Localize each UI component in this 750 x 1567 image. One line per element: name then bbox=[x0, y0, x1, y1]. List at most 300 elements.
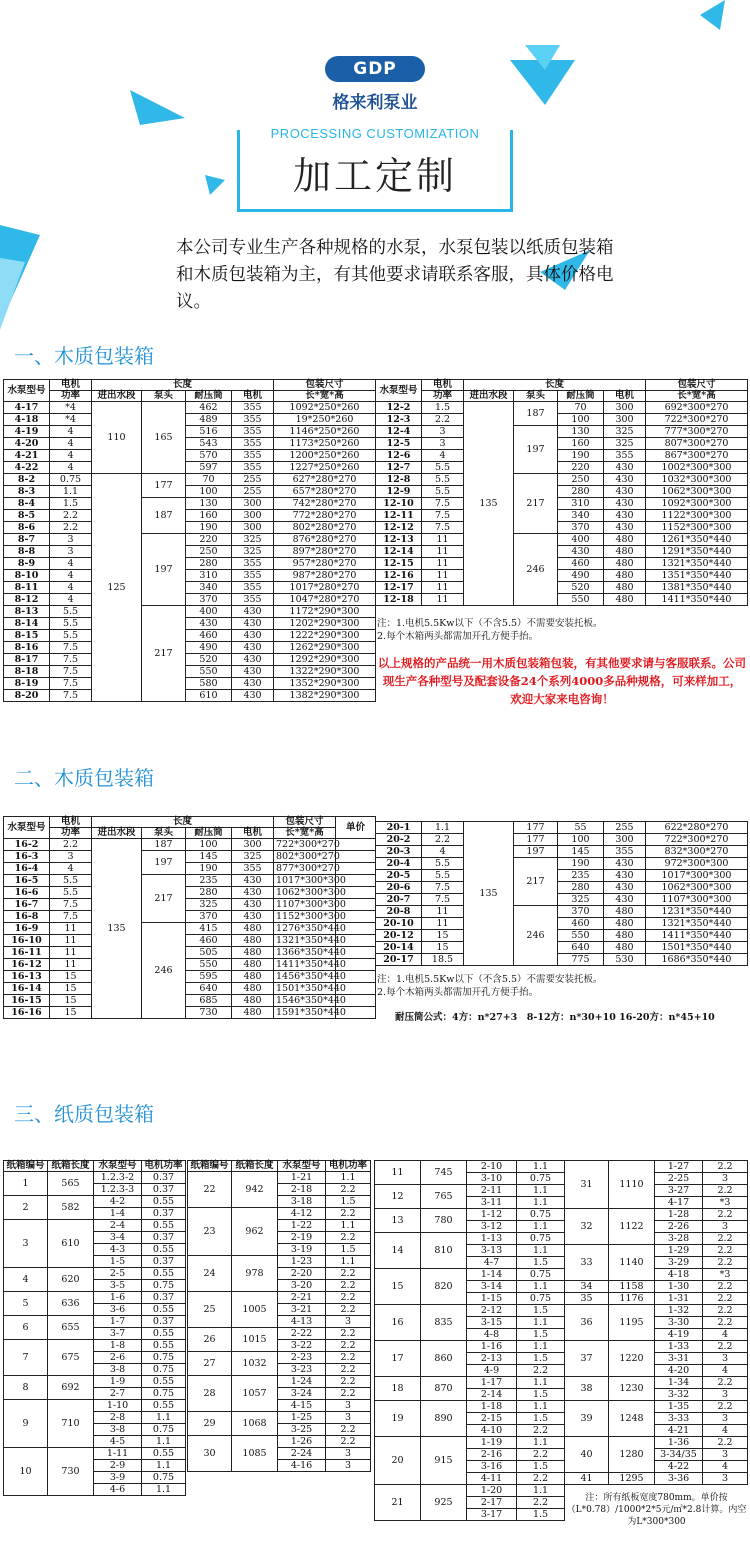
table-cell: 1-15 bbox=[467, 1293, 517, 1305]
triangle-decor bbox=[130, 90, 185, 125]
table-cell: 135 bbox=[464, 402, 514, 606]
table-cell: 18 bbox=[375, 1377, 421, 1401]
table-cell: 4-17 bbox=[4, 402, 50, 414]
table-cell: 37 bbox=[565, 1341, 609, 1377]
table-cell: 3 bbox=[326, 1412, 371, 1424]
table-cell: 3-19 bbox=[278, 1244, 326, 1256]
table-cell: 870 bbox=[421, 1377, 467, 1401]
table-cell: 1122*300*300 bbox=[646, 510, 748, 522]
table-cell: 480 bbox=[604, 558, 646, 570]
table-cell: 1173*250*260 bbox=[274, 438, 376, 450]
table-cell: 490 bbox=[558, 570, 604, 582]
table-cell: 20-14 bbox=[376, 942, 422, 954]
table-cell: 610 bbox=[48, 1220, 94, 1268]
table-cell: 20-8 bbox=[376, 906, 422, 918]
table-cell: 1.1 bbox=[517, 1161, 565, 1173]
table-cell: 39 bbox=[565, 1401, 609, 1437]
table-row bbox=[4, 1400, 186, 1412]
table-cell: 777*300*270 bbox=[646, 426, 748, 438]
table-cell: 36 bbox=[565, 1305, 609, 1341]
table-row bbox=[4, 678, 376, 690]
table-cell: 197 bbox=[142, 534, 186, 606]
table-row bbox=[4, 983, 376, 995]
table-cell: 430 bbox=[604, 858, 646, 870]
col-header: 包装尺寸 bbox=[274, 817, 336, 828]
table-cell: 430 bbox=[232, 618, 274, 630]
table-cell: 0.37 bbox=[142, 1184, 186, 1196]
table-row bbox=[376, 894, 748, 906]
table-cell: 860 bbox=[421, 1341, 467, 1377]
table-cell: 8-9 bbox=[4, 558, 50, 570]
table-cell: 1.1 bbox=[517, 1437, 565, 1449]
table-cell: 4-18 bbox=[4, 414, 50, 426]
table-row bbox=[376, 858, 748, 870]
table-row bbox=[188, 1376, 371, 1388]
table-cell: 14 bbox=[375, 1233, 421, 1269]
table-cell: 675 bbox=[48, 1340, 94, 1376]
table-cell: 627*280*270 bbox=[274, 474, 376, 486]
header-subtitle: PROCESSING CUSTOMIZATION bbox=[270, 126, 480, 141]
table-row bbox=[565, 1401, 748, 1413]
table-cell: 1322*290*300 bbox=[274, 666, 376, 678]
table-cell: 480 bbox=[232, 947, 274, 959]
table-row bbox=[565, 1245, 748, 1257]
table-cell: 1.5 bbox=[517, 1329, 565, 1341]
table-cell: 11 bbox=[422, 906, 464, 918]
table-cell: 3-13 bbox=[467, 1245, 517, 1257]
table-cell: 745 bbox=[421, 1161, 467, 1185]
table-cell: 33 bbox=[565, 1245, 609, 1281]
table-cell: 480 bbox=[604, 918, 646, 930]
table-cell: 3-4 bbox=[94, 1232, 142, 1244]
table-cell: 300 bbox=[604, 402, 646, 414]
table-cell: 1411*350*440 bbox=[646, 594, 748, 606]
table-row bbox=[4, 498, 376, 510]
table-cell: 8 bbox=[4, 1376, 48, 1400]
table-cell: 70 bbox=[186, 474, 232, 486]
table-cell: 355 bbox=[232, 582, 274, 594]
table-row bbox=[376, 498, 748, 510]
table-row bbox=[375, 1485, 565, 1497]
table-cell: 100 bbox=[186, 839, 232, 851]
table-row bbox=[376, 522, 748, 534]
table-cell: 972*300*300 bbox=[646, 858, 748, 870]
logo-name: 格来利泵业 bbox=[332, 93, 418, 113]
table-cell: 430 bbox=[604, 462, 646, 474]
table-cell: 710 bbox=[48, 1400, 94, 1448]
table-cell: 1-17 bbox=[467, 1377, 517, 1389]
table-row bbox=[4, 1340, 186, 1352]
table-cell: 4-18 bbox=[655, 1269, 703, 1281]
table-cell: 430 bbox=[232, 666, 274, 678]
table-cell: 807*300*270 bbox=[646, 438, 748, 450]
table-cell: 2-8 bbox=[94, 1412, 142, 1424]
table-row bbox=[376, 534, 748, 546]
table-row bbox=[376, 426, 748, 438]
table-cell: 1276*350*440 bbox=[274, 923, 336, 935]
table-cell: 10 bbox=[4, 1448, 48, 1496]
table-cell: 530 bbox=[604, 954, 646, 966]
table-cell: 2.2 bbox=[326, 1376, 371, 1388]
table-cell: 0.37 bbox=[142, 1232, 186, 1244]
table-cell: 1262*290*300 bbox=[274, 642, 376, 654]
table-row bbox=[4, 911, 376, 923]
triangle-decor bbox=[205, 175, 225, 195]
table-cell: 246 bbox=[514, 906, 558, 966]
table-cell: 12-5 bbox=[376, 438, 422, 450]
table-cell: 12-2 bbox=[376, 402, 422, 414]
table-cell: 24 bbox=[188, 1256, 232, 1292]
table-cell: 1152*300*300 bbox=[274, 911, 336, 923]
table-cell: 0.75 bbox=[142, 1424, 186, 1436]
table-cell: 1122 bbox=[609, 1209, 655, 1245]
table-cell: 1-14 bbox=[467, 1269, 517, 1281]
table-cell: 16-15 bbox=[4, 995, 50, 1007]
col-header: 长*宽*高 bbox=[274, 391, 376, 402]
table-cell: 1.1 bbox=[517, 1281, 565, 1293]
table-cell: 2.2 bbox=[326, 1184, 371, 1196]
col-header: 功率 bbox=[50, 828, 92, 839]
table-cell: 130 bbox=[186, 498, 232, 510]
table-row bbox=[4, 546, 376, 558]
table-cell: 1.1 bbox=[50, 486, 92, 498]
table-cell: 4-21 bbox=[655, 1425, 703, 1437]
col-header: 进出水段 bbox=[464, 391, 514, 402]
table-cell: 775 bbox=[558, 954, 604, 966]
table-cell: 2-24 bbox=[278, 1448, 326, 1460]
table-cell: 2-7 bbox=[94, 1388, 142, 1400]
table-cell: 430 bbox=[186, 618, 232, 630]
table-cell: 8-11 bbox=[4, 582, 50, 594]
table-cell: 177 bbox=[142, 474, 186, 498]
table-cell: 3-28 bbox=[655, 1233, 703, 1245]
table-cell: 16-10 bbox=[4, 935, 50, 947]
col-header: 耐压筒 bbox=[558, 391, 604, 402]
table-cell: 430 bbox=[604, 486, 646, 498]
table-cell: 2-4 bbox=[94, 1220, 142, 1232]
table-cell: 370 bbox=[558, 522, 604, 534]
table-row bbox=[4, 995, 376, 1007]
table-cell: 370 bbox=[186, 911, 232, 923]
table-cell: 480 bbox=[604, 546, 646, 558]
table-cell: 20-3 bbox=[376, 846, 422, 858]
table-cell: 480 bbox=[604, 570, 646, 582]
table-cell: 1-29 bbox=[655, 1245, 703, 1257]
table-cell: 0.55 bbox=[142, 1244, 186, 1256]
wood-table-left bbox=[3, 379, 376, 702]
table-cell: 7.5 bbox=[50, 642, 92, 654]
table-cell: 187 bbox=[514, 402, 558, 426]
table-cell: 25 bbox=[188, 1292, 232, 1328]
table-cell: 730 bbox=[186, 1007, 232, 1019]
table-row bbox=[4, 486, 376, 498]
table-cell: 835 bbox=[421, 1305, 467, 1341]
table-cell: 1-35 bbox=[655, 1401, 703, 1413]
section-title-wood-2: 二、木质包装箱 bbox=[14, 766, 154, 790]
table-cell: 4-6 bbox=[94, 1484, 142, 1496]
table-cell: 1222*290*300 bbox=[274, 630, 376, 642]
table-row bbox=[4, 642, 376, 654]
table-cell: 400 bbox=[186, 606, 232, 618]
table-cell: 4 bbox=[50, 450, 92, 462]
table-cell: 1.1 bbox=[326, 1172, 371, 1184]
table-cell: 1062*300*300 bbox=[646, 882, 748, 894]
table-cell: 1.1 bbox=[142, 1460, 186, 1472]
table-cell: 1002*300*300 bbox=[646, 462, 748, 474]
table-cell: 1-9 bbox=[94, 1376, 142, 1388]
table-cell: 8-5 bbox=[4, 510, 50, 522]
table-cell: 565 bbox=[48, 1172, 94, 1196]
table-cell: 2.2 bbox=[703, 1161, 748, 1173]
table-row bbox=[4, 690, 376, 702]
table-cell: 890 bbox=[421, 1401, 467, 1437]
table-cell: 3-23 bbox=[278, 1364, 326, 1376]
table-cell: 3-8 bbox=[94, 1424, 142, 1436]
table-cell: 340 bbox=[186, 582, 232, 594]
table-cell: 12-6 bbox=[376, 450, 422, 462]
table-cell: 1.1 bbox=[517, 1485, 565, 1497]
table-cell: 11 bbox=[422, 558, 464, 570]
table-cell: 355 bbox=[604, 450, 646, 462]
table-cell: 2-22 bbox=[278, 1328, 326, 1340]
table-cell: 4-22 bbox=[655, 1461, 703, 1473]
table-cell: 942 bbox=[232, 1172, 278, 1208]
table-cell: 5.5 bbox=[50, 875, 92, 887]
table-cell: 876*280*270 bbox=[274, 534, 376, 546]
table-row bbox=[4, 462, 376, 474]
table-cell: 780 bbox=[421, 1209, 467, 1233]
table-cell: 2.2 bbox=[326, 1424, 371, 1436]
table-cell: 20-4 bbox=[376, 858, 422, 870]
table-cell: 2.2 bbox=[517, 1425, 565, 1437]
table-cell: 1-32 bbox=[655, 1305, 703, 1317]
table-cell: 34 bbox=[565, 1281, 609, 1293]
table-cell: 11 bbox=[422, 546, 464, 558]
table-cell: 0.55 bbox=[142, 1196, 186, 1208]
table-cell: 3-18 bbox=[278, 1196, 326, 1208]
table-cell: 20-12 bbox=[376, 930, 422, 942]
table-row bbox=[4, 474, 376, 486]
table-cell: 2.2 bbox=[50, 522, 92, 534]
table-cell: 3-11 bbox=[467, 1197, 517, 1209]
table-cell: 1-7 bbox=[94, 1316, 142, 1328]
table-cell: 300 bbox=[604, 414, 646, 426]
table-cell: 5.5 bbox=[50, 887, 92, 899]
table-cell: 1321*350*440 bbox=[646, 918, 748, 930]
table-cell: 8-10 bbox=[4, 570, 50, 582]
table-cell: 430 bbox=[604, 882, 646, 894]
col-header: 泵头 bbox=[142, 391, 186, 402]
table-row bbox=[4, 1292, 186, 1304]
brand-logo bbox=[325, 52, 425, 114]
table-cell: 2.2 bbox=[326, 1352, 371, 1364]
table-cell: 16-16 bbox=[4, 1007, 50, 1019]
table-cell: 4 bbox=[50, 570, 92, 582]
table-cell: 11 bbox=[422, 918, 464, 930]
table-cell: 1.1 bbox=[517, 1317, 565, 1329]
table-cell: 1146*250*260 bbox=[274, 426, 376, 438]
col-header: 泵头 bbox=[514, 391, 558, 402]
table-cell: 250 bbox=[558, 474, 604, 486]
table-cell: 7.5 bbox=[50, 690, 92, 702]
table-cell: 2.2 bbox=[517, 1449, 565, 1461]
table-cell: 2.2 bbox=[326, 1232, 371, 1244]
table-cell: 125 bbox=[92, 474, 142, 702]
note-line: 2.每个木箱两头都需加开孔方便手抬。 bbox=[377, 631, 539, 642]
wood-table-2-right bbox=[375, 821, 748, 966]
table-cell: 1.5 bbox=[50, 498, 92, 510]
table-row bbox=[375, 1209, 565, 1221]
table-cell: 2-9 bbox=[94, 1460, 142, 1472]
table-cell: 1.5 bbox=[517, 1509, 565, 1521]
table-cell: 1.2.3-3 bbox=[94, 1184, 142, 1196]
table-cell: 1107*300*300 bbox=[274, 899, 336, 911]
table-cell: 610 bbox=[186, 690, 232, 702]
col-header: 水泵型号 bbox=[94, 1161, 142, 1172]
table-cell: 5.5 bbox=[50, 618, 92, 630]
table-cell: 1591*350*440 bbox=[274, 1007, 336, 1019]
table-row bbox=[375, 1233, 565, 1245]
table-row bbox=[376, 582, 748, 594]
table-cell: 16-3 bbox=[4, 851, 50, 863]
table-cell: 0.75 bbox=[142, 1280, 186, 1292]
table-cell: 3-20 bbox=[278, 1280, 326, 1292]
table-cell: 2-13 bbox=[467, 1353, 517, 1365]
table-cell: 355 bbox=[232, 402, 274, 414]
table-row bbox=[188, 1328, 371, 1340]
table-cell: 15 bbox=[50, 995, 92, 1007]
table-cell: 1501*350*440 bbox=[646, 942, 748, 954]
table-cell: 16-11 bbox=[4, 947, 50, 959]
table-cell: 1-8 bbox=[94, 1340, 142, 1352]
table-cell: 1017*280*270 bbox=[274, 582, 376, 594]
table-cell: 1352*290*300 bbox=[274, 678, 376, 690]
table-cell: 3 bbox=[703, 1173, 748, 1185]
col-header: 长*宽*高 bbox=[646, 391, 748, 402]
table-cell: 1.5 bbox=[326, 1196, 371, 1208]
table-row bbox=[4, 1268, 186, 1280]
table-cell: 12-12 bbox=[376, 522, 422, 534]
table-row bbox=[188, 1208, 371, 1220]
table-row bbox=[376, 918, 748, 930]
paper-table-4 bbox=[564, 1160, 748, 1485]
table-cell: 0.37 bbox=[142, 1316, 186, 1328]
table-cell: 1.5 bbox=[517, 1413, 565, 1425]
table-row bbox=[4, 959, 376, 971]
table-row bbox=[565, 1341, 748, 1353]
table-cell: 4-16 bbox=[278, 1460, 326, 1472]
table-row bbox=[565, 1209, 748, 1221]
table-cell: 20-17 bbox=[376, 954, 422, 966]
table-cell: 325 bbox=[232, 546, 274, 558]
table-cell: 1.1 bbox=[517, 1377, 565, 1389]
table-cell: 4 bbox=[703, 1365, 748, 1377]
table-cell: 12-17 bbox=[376, 582, 422, 594]
table-cell: 100 bbox=[186, 486, 232, 498]
table-cell: 480 bbox=[604, 582, 646, 594]
table-cell: 7.5 bbox=[50, 666, 92, 678]
col-header: 长*宽*高 bbox=[274, 828, 336, 839]
table-cell: 1546*350*440 bbox=[274, 995, 336, 1007]
table-cell: 2-20 bbox=[278, 1268, 326, 1280]
table-cell: 4-21 bbox=[4, 450, 50, 462]
table-cell: 2.2 bbox=[703, 1185, 748, 1197]
table-cell: 430 bbox=[232, 606, 274, 618]
table-cell: 6 bbox=[4, 1316, 48, 1340]
table-cell: 3-25 bbox=[278, 1424, 326, 1436]
table-row bbox=[376, 570, 748, 582]
table-cell: 9 bbox=[4, 1400, 48, 1448]
table-cell: 15 bbox=[50, 971, 92, 983]
table-cell: 20-10 bbox=[376, 918, 422, 930]
table-cell: 4-20 bbox=[655, 1365, 703, 1377]
table-row bbox=[4, 1448, 186, 1460]
table-cell: 340 bbox=[558, 510, 604, 522]
table-cell: 1202*290*300 bbox=[274, 618, 376, 630]
table-cell: 1062*300*300 bbox=[646, 486, 748, 498]
table-cell: 2.2 bbox=[326, 1208, 371, 1220]
table-cell: 430 bbox=[232, 911, 274, 923]
col-header: 纸箱编号 bbox=[188, 1161, 232, 1172]
col-header: 电机 bbox=[604, 391, 646, 402]
table-cell: 12-14 bbox=[376, 546, 422, 558]
table-row bbox=[4, 594, 376, 606]
table-cell: 11 bbox=[422, 594, 464, 606]
table-cell: 280 bbox=[558, 882, 604, 894]
table-cell: 430 bbox=[604, 474, 646, 486]
table-row bbox=[4, 534, 376, 546]
table-cell: 16-13 bbox=[4, 971, 50, 983]
table-cell: 2.2 bbox=[703, 1293, 748, 1305]
table-cell: 3-12 bbox=[467, 1221, 517, 1233]
table-cell: 29 bbox=[188, 1412, 232, 1436]
table-cell: 8-6 bbox=[4, 522, 50, 534]
col-header: 水泵型号 bbox=[4, 380, 50, 402]
table-cell: 1.1 bbox=[517, 1221, 565, 1233]
table-row bbox=[375, 1269, 565, 1281]
table-cell: 516 bbox=[186, 426, 232, 438]
table-cell: 1158 bbox=[609, 1281, 655, 1293]
table-cell: 462 bbox=[186, 402, 232, 414]
table-cell: 41 bbox=[565, 1473, 609, 1485]
table-cell: 4-8 bbox=[467, 1329, 517, 1341]
table-row bbox=[4, 1007, 376, 1019]
table-row bbox=[565, 1293, 748, 1305]
table-row bbox=[188, 1436, 371, 1448]
table-row bbox=[376, 834, 748, 846]
table-row bbox=[376, 930, 748, 942]
col-header: 包装尺寸 bbox=[646, 380, 748, 391]
table-cell: 5.5 bbox=[50, 606, 92, 618]
table-cell: 4 bbox=[50, 863, 92, 875]
col-header: 长度 bbox=[92, 817, 274, 828]
table-cell: 2-11 bbox=[467, 1185, 517, 1197]
table-cell: 38 bbox=[565, 1377, 609, 1401]
table-row bbox=[4, 839, 376, 851]
table-cell: 1501*350*440 bbox=[274, 983, 336, 995]
table-row bbox=[188, 1292, 371, 1304]
table-cell: 1411*350*440 bbox=[274, 959, 336, 971]
table-cell: 0.37 bbox=[142, 1172, 186, 1184]
table-cell: 8-16 bbox=[4, 642, 50, 654]
col-header: 包装尺寸 bbox=[274, 380, 376, 391]
table-cell: 595 bbox=[186, 971, 232, 983]
table-cell: 15 bbox=[422, 942, 464, 954]
table-cell: 355 bbox=[232, 426, 274, 438]
col-header: 功率 bbox=[422, 391, 464, 402]
table-cell: 480 bbox=[232, 935, 274, 947]
table-cell: 190 bbox=[558, 450, 604, 462]
